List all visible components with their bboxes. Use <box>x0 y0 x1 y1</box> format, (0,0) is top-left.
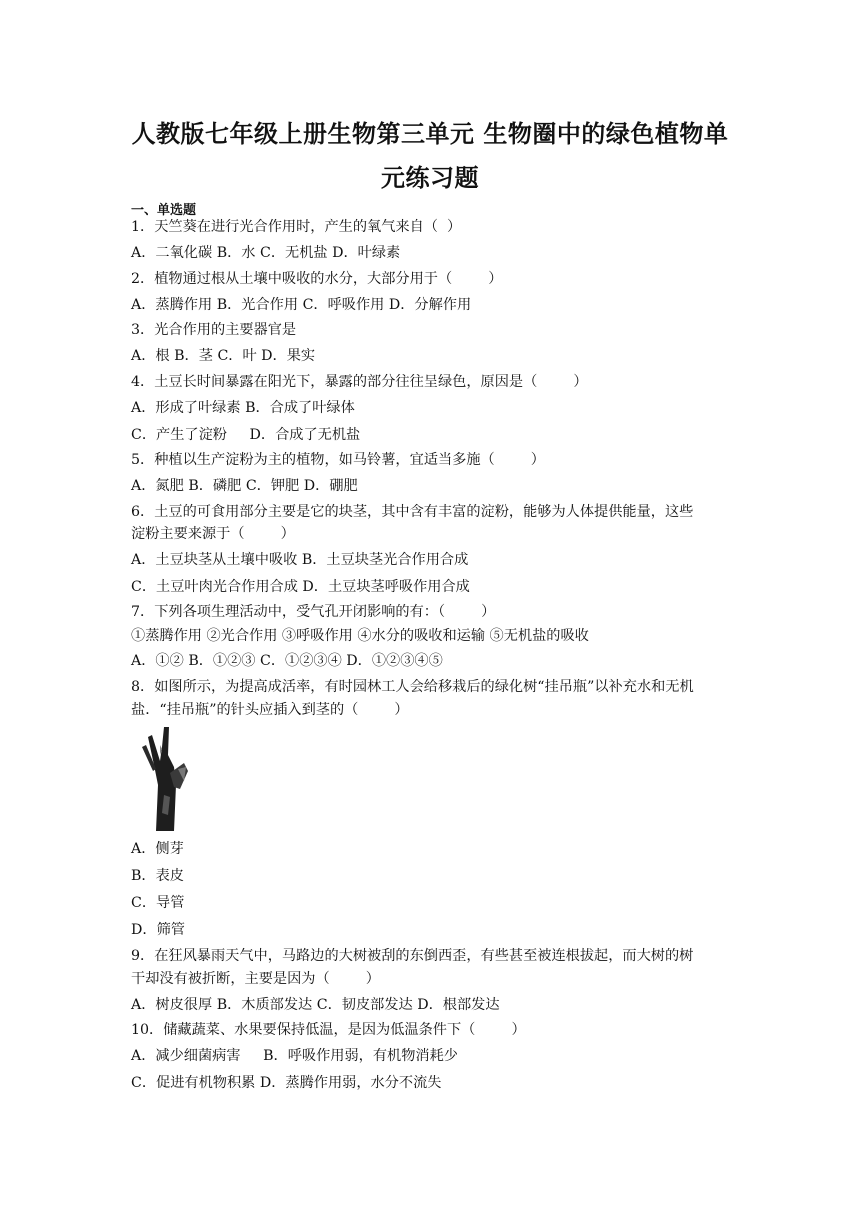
question-10-options-b: C．促进有机物积累 D．蒸腾作用弱，水分不流失 <box>131 1075 442 1091</box>
question-1: 1．天竺葵在进行光合作用时，产生的氧气来自（ ） <box>131 219 462 235</box>
question-5-options: A．氮肥 B．磷肥 C．钾肥 D．硼肥 <box>131 478 358 494</box>
question-8-option-b: B．表皮 <box>131 868 184 884</box>
question-8-option-c: C．导管 <box>131 895 185 911</box>
question-8-cont: 盐．“挂吊瓶”的针头应插入到茎的（ ） <box>131 702 409 718</box>
question-9: 9．在狂风暴雨天气中，马路边的大树被刮的东倒西歪，有些甚至被连根拔起，而大树的树 <box>131 948 694 964</box>
question-6-options-a: A．土豆块茎从土壤中吸收 B．土豆块茎光合作用合成 <box>131 552 469 568</box>
question-6-cont: 淀粉主要来源于（ ） <box>131 526 295 542</box>
question-6: 6．土豆的可食用部分主要是它的块茎，其中含有丰富的淀粉，能够为人体提供能量，这些 <box>131 504 694 520</box>
question-7-items: ①蒸腾作用 ②光合作用 ③呼吸作用 ④水分的吸收和运输 ⑤无机盐的吸收 <box>131 628 589 644</box>
question-6-options-b: C．土豆叶肉光合作用合成 D．土豆块茎呼吸作用合成 <box>131 579 470 595</box>
document-title-line-2: 元练习题 <box>381 164 479 192</box>
section-heading: 一、单选题 <box>131 203 197 218</box>
question-2-options: A．蒸腾作用 B．光合作用 C．呼吸作用 D．分解作用 <box>131 297 472 313</box>
question-3: 3．光合作用的主要器官是 <box>131 322 297 338</box>
document-title-line-1: 人教版七年级上册生物第三单元 生物圈中的绿色植物单 <box>131 120 729 148</box>
question-3-options: A．根 B．茎 C．叶 D．果实 <box>131 348 316 364</box>
question-5: 5．种植以生产淀粉为主的植物，如马铃薯，宜适当多施（ ） <box>131 452 545 468</box>
question-8-option-a: A．侧芽 <box>131 841 184 857</box>
question-10-options-a: A．减少细菌病害 B．呼吸作用弱，有机物消耗少 <box>131 1048 458 1064</box>
question-10: 10．储藏蔬菜、水果要保持低温，是因为低温条件下（ ） <box>131 1022 526 1038</box>
question-1-options: A．二氧化碳 B．水 C．无机盐 D．叶绿素 <box>131 245 401 261</box>
tree-trunk-figure <box>134 725 200 831</box>
question-8: 8．如图所示，为提高成活率，有时园林工人会给移栽后的绿化树“挂吊瓶”以补充水和无机 <box>131 679 694 695</box>
question-9-cont: 干却没有被折断，主要是因为（ ） <box>131 971 380 987</box>
question-2: 2．植物通过根从土壤中吸收的水分，大部分用于（ ） <box>131 271 503 287</box>
question-9-options: A．树皮很厚 B．木质部发达 C．韧皮部发达 D．根部发达 <box>131 997 500 1013</box>
question-8-option-d: D．筛管 <box>131 922 185 938</box>
question-7: 7．下列各项生理活动中，受气孔开闭影响的有：（ ） <box>131 604 496 620</box>
question-4-options-a: A．形成了叶绿素 B．合成了叶绿体 <box>131 400 355 416</box>
question-4-options-b: C．产生了淀粉 D．合成了无机盐 <box>131 427 361 443</box>
question-4: 4．土豆长时间暴露在阳光下，暴露的部分往往呈绿色，原因是（ ） <box>131 374 588 390</box>
question-7-options: A．①② B．①②③ C．①②③④ D．①②③④⑤ <box>131 653 443 669</box>
